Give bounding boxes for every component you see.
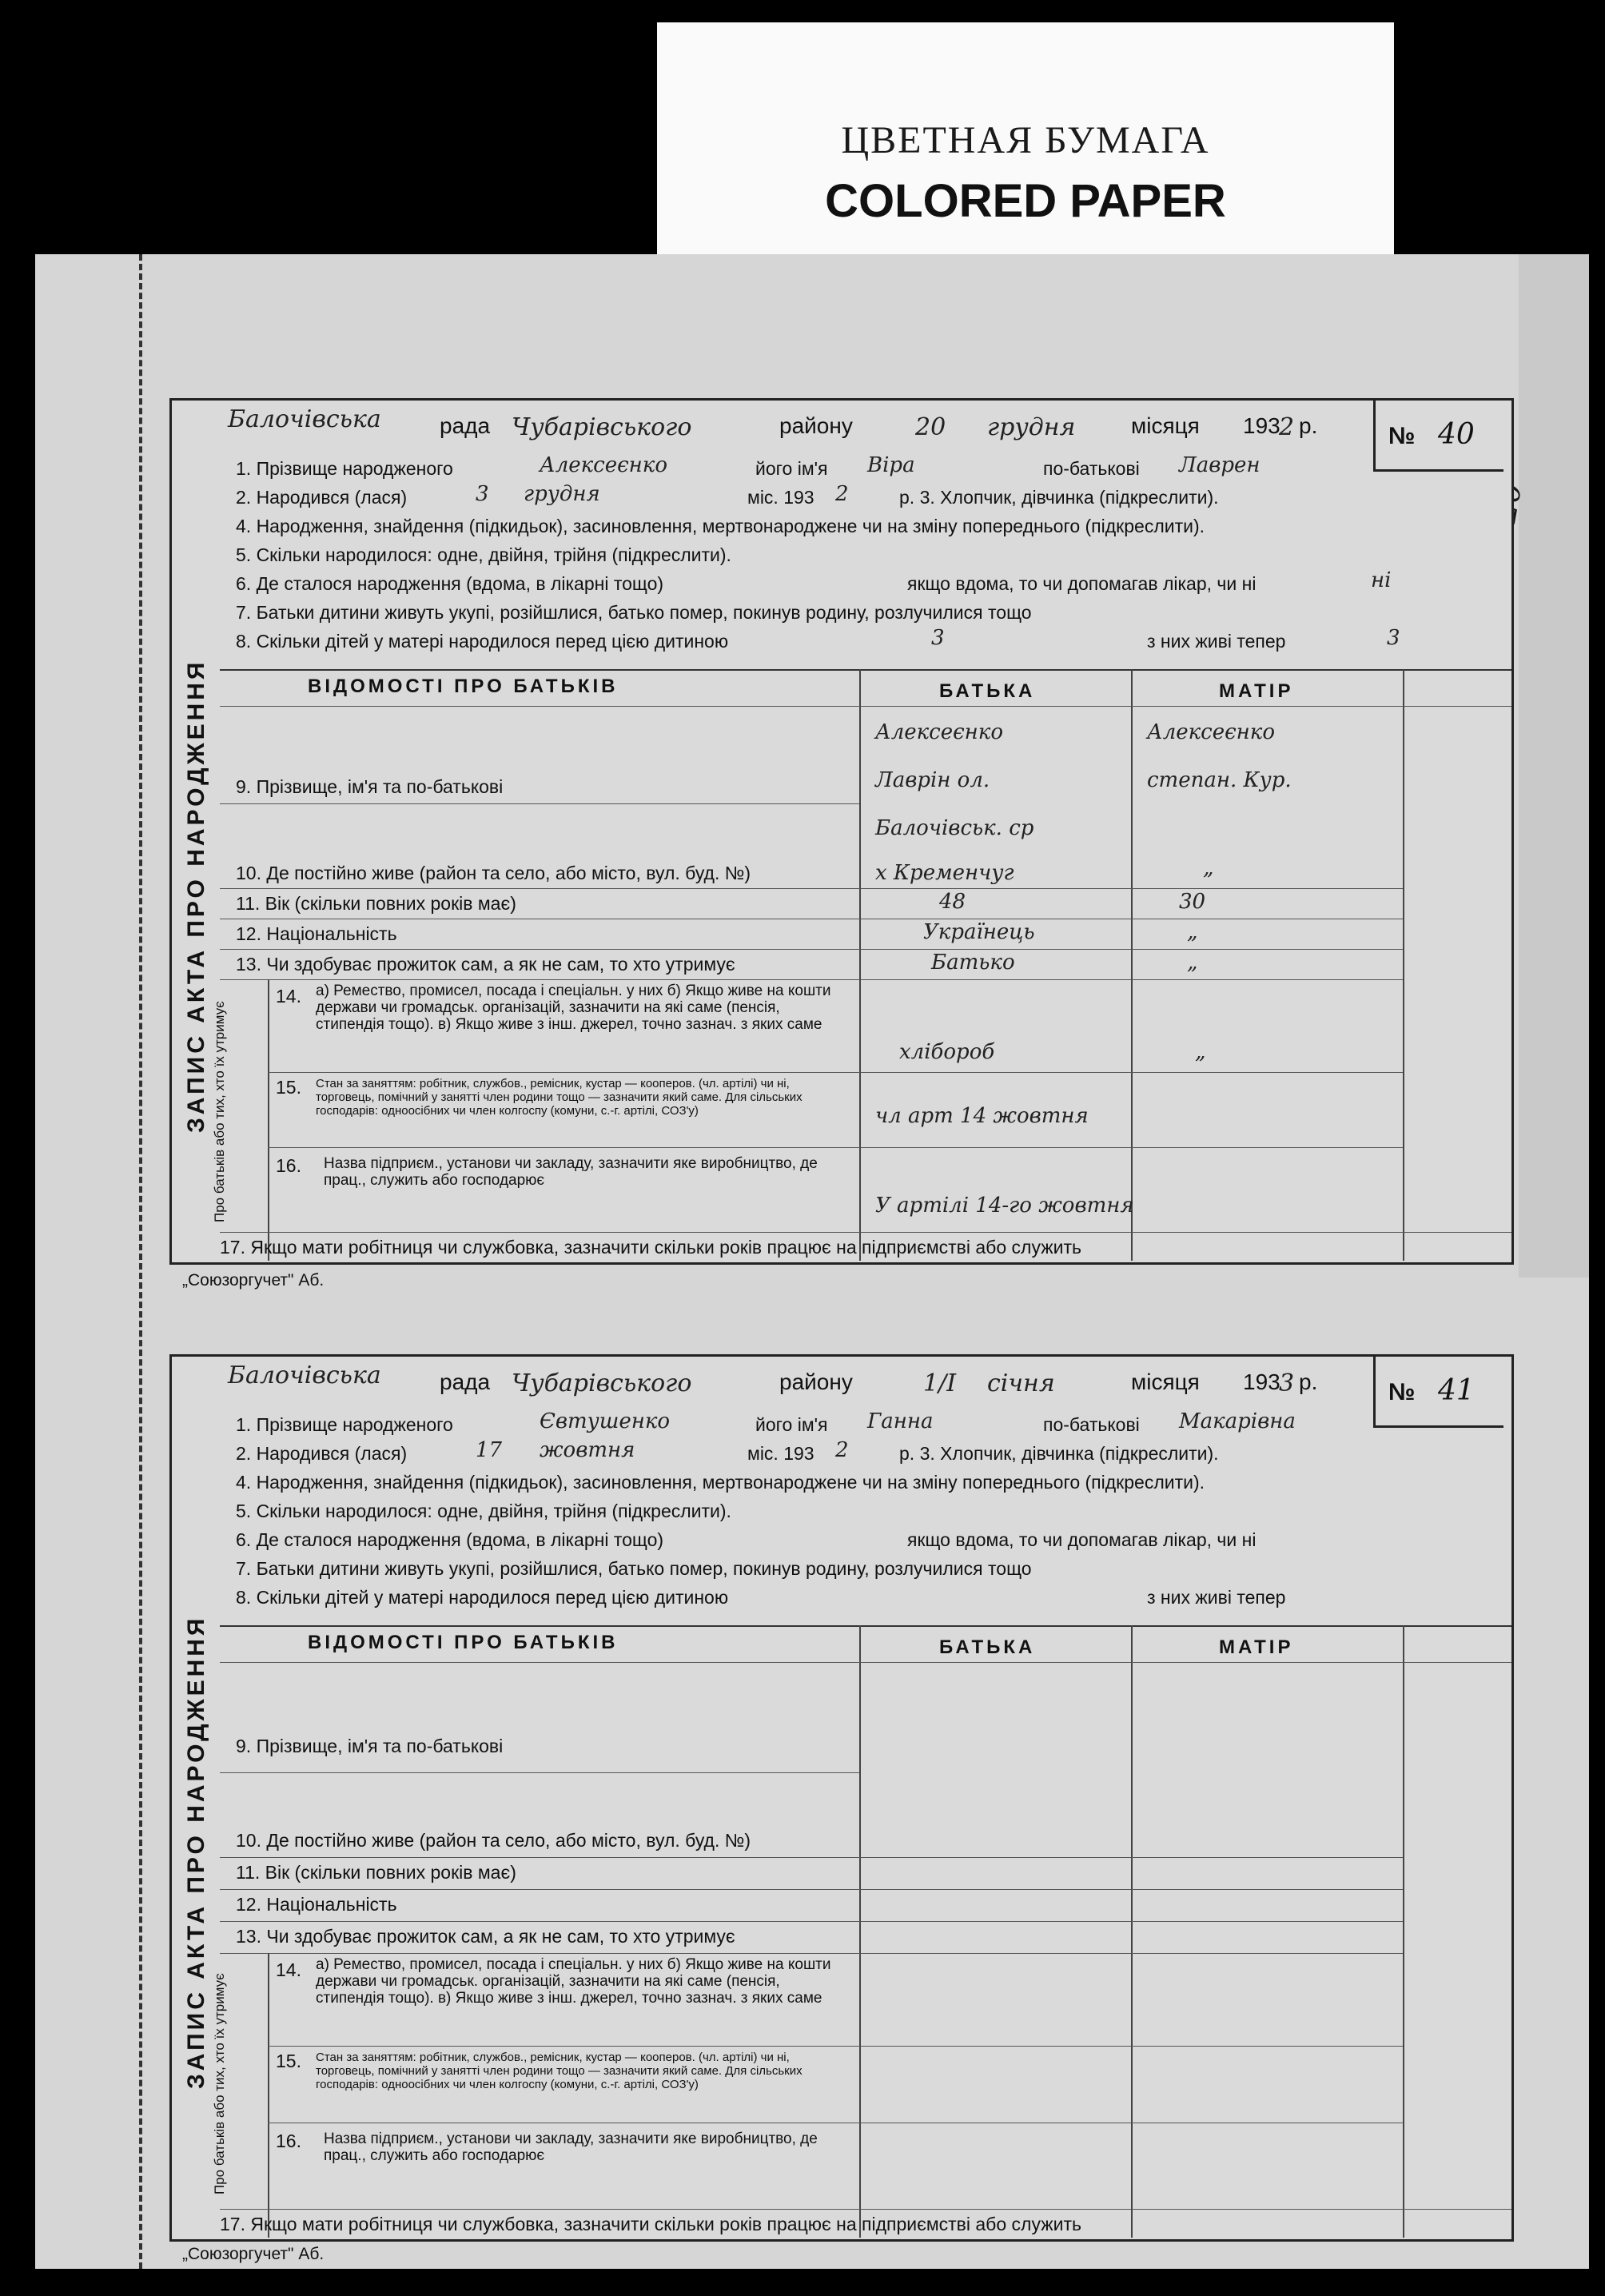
born-month: жовтня	[540, 1438, 635, 1462]
line-6	[236, 1529, 1495, 1551]
table-header-father: БАТЬКА	[939, 680, 1036, 702]
l2-year-label: міс. 193	[747, 487, 814, 508]
l6-label: 6. Де сталося народження (вдома, в лікарні тощо)	[236, 573, 664, 594]
l8-label: 8. Скільки дітей у матері народилося перед цією дитиною	[236, 1587, 729, 1608]
record-number-box	[1373, 399, 1503, 472]
line-1	[236, 1409, 1352, 1436]
father-name-2: Лаврін ол.	[875, 768, 990, 792]
row-12-label: 12. Національність	[236, 1894, 397, 1915]
mother-nationality: „	[1187, 920, 1198, 944]
row-14-number: 14.	[276, 986, 301, 1006]
month-value: грудня	[987, 413, 1076, 441]
line-4: 4. Народження, знайдення (підкидьок), засиновлення, мертвонароджене чи на зміну попереднього (підкреслити).	[236, 516, 1205, 536]
footer-publisher-2: „Союзоргучет" Аб.	[182, 2245, 325, 2263]
row-16-number: 16.	[276, 2131, 301, 2151]
line-5: 5. Скільки народилося: одне, двійня, трійня (підкреслити).	[236, 1501, 731, 1521]
l2-sex-label: р. 3. Хлопчик, дівчинка (підкреслити).	[899, 487, 1219, 508]
line-1	[236, 453, 1352, 480]
label-russian: ЦВЕТНАЯ БУМАГА	[841, 119, 1210, 161]
mother-support: „	[1187, 951, 1198, 975]
born-year-digit: 2	[835, 482, 849, 506]
col-divider-1	[859, 1625, 861, 2238]
table-header-info: ВІДОМОСТІ ПРО БАТЬКІВ	[308, 1632, 619, 1653]
table-top-rule	[220, 1625, 1511, 1627]
row-17-label: 17. Якщо мати робітниця чи службовка, зазначити скільки років працює на підприємстві або служить	[220, 1237, 1081, 1258]
col-divider-1	[859, 669, 861, 1261]
row-10-rule	[220, 1857, 1403, 1858]
birth-record-2	[169, 1354, 1514, 2242]
father-workplace: У артілі 14-го жовтня	[875, 1194, 1134, 1218]
year-prefix: 193	[1243, 1369, 1280, 1394]
record-number-box	[1373, 1355, 1503, 1428]
row-13-rule	[220, 1953, 1403, 1954]
row-13-label: 13. Чи здобуває прожиток сам, а як не сам, то хто утримує	[236, 1926, 735, 1947]
perforation-line	[139, 254, 142, 2269]
row-10-rule	[220, 888, 1403, 889]
name-value: Ганна	[867, 1409, 934, 1433]
row-16-label: Назва підприєм., установи чи закладу, зазначити яке виробництво, де прац., служить або господарює	[324, 1155, 818, 1189]
rada-value: Балочівська	[228, 1361, 381, 1389]
row-9-label: 9. Прізвище, ім'я та по-батькові	[236, 776, 504, 797]
sub-col-divider	[268, 1953, 269, 2238]
col-divider-3	[1403, 669, 1404, 1261]
record-number: 40	[1438, 418, 1475, 451]
row-10-label: 10. Де постійно живе (район та село, або місто, вул. буд. №)	[236, 1830, 751, 1851]
row-11-label: 11. Вік (скільки повних років має)	[236, 1862, 516, 1883]
l1-name-label: його ім'я	[755, 458, 828, 479]
row-12-rule	[220, 1921, 1403, 1922]
children-before: 3	[931, 626, 945, 650]
row-11-label: 11. Вік (скільки повних років має)	[236, 893, 516, 914]
surname-value: Євтушенко	[540, 1409, 671, 1433]
row-16-rule	[220, 1232, 1511, 1233]
month-label: місяця	[1131, 1369, 1200, 1394]
mother-age: 30	[1179, 890, 1206, 914]
doctor-value: ні	[1371, 568, 1392, 592]
sub-col-divider	[268, 979, 269, 1261]
row-15-label: Стан за заняттям: робітник, службов., ремісник, кустар — кооперов. (чл. артілі) чи ні, торговець, помічний у занятті член родини тощо — зазначити який саме. Для сільських господарів: одноосібних чи член колгоспу (комуни, с.-г. артілі, СОЗ'у)	[316, 2051, 802, 2091]
row-14-number: 14.	[276, 1959, 301, 1980]
day-value: 20	[915, 413, 946, 441]
mother-name-1: Алексеєнко	[1147, 720, 1275, 744]
row-15-rule	[268, 1147, 1403, 1148]
year-suffix: р.	[1299, 1369, 1318, 1394]
number-label: №	[1388, 1379, 1416, 1405]
row-10-label: 10. Де постійно живе (район та село, або місто, вул. буд. №)	[236, 863, 751, 883]
line-5: 5. Скільки народилося: одне, двійня, трійня (підкреслити).	[236, 544, 731, 565]
day-value: 1/І	[923, 1369, 957, 1397]
mother-name-2: степан. Кур.	[1147, 768, 1292, 792]
label-english: COLORED PAPER	[825, 175, 1226, 227]
row-14-rule	[268, 1072, 1403, 1073]
father-status: чл арт 14 жовтня	[875, 1104, 1089, 1128]
row-15-number: 15.	[276, 1077, 301, 1098]
born-day: 3	[476, 482, 489, 506]
row-14-rule	[268, 2046, 1403, 2047]
colored-paper-label	[657, 22, 1394, 277]
row-16-label: Назва підприєм., установи чи закладу, зазначити яке виробництво, де прац., служить або господарює	[324, 2131, 818, 2164]
father-address-2: х Кременчуг	[875, 861, 1014, 885]
row-11-rule	[220, 1889, 1403, 1890]
row-17-label: 17. Якщо мати робітниця чи службовка, зазначити скільки років працює на підприємстві або служить	[220, 2214, 1081, 2234]
l2-label: 2. Народився (лася)	[236, 487, 408, 508]
born-day: 17	[476, 1438, 503, 1462]
l1-patronymic-label: по-батькові	[1043, 458, 1140, 479]
line-7: 7. Батьки дитини живуть укупі, розійшлися, батько помер, покинув родину, розлучилися тощо	[236, 602, 1032, 623]
line-2	[236, 1438, 1352, 1465]
mother-address: „	[1203, 856, 1214, 880]
l2-sex-label: р. 3. Хлопчик, дівчинка (підкреслити).	[899, 1443, 1219, 1464]
rada-value: Балочівська	[228, 405, 381, 433]
side-title: ЗАПИС АКТА ПРО НАРОДЖЕННЯ	[183, 1615, 209, 2090]
year-digit: 3	[1279, 1369, 1295, 1397]
year-prefix: 193	[1243, 413, 1280, 438]
line-7: 7. Батьки дитини живуть укупі, розійшлися, батько помер, покинув родину, розлучилися тощо	[236, 1558, 1032, 1579]
number-label: №	[1388, 423, 1416, 449]
children-alive: 3	[1387, 626, 1400, 650]
table-header-rule	[220, 706, 1511, 707]
father-nationality: Українець	[923, 920, 1035, 944]
month-value: січня	[987, 1369, 1055, 1397]
stacked-pages-edge	[1519, 254, 1589, 1278]
year-suffix: р.	[1299, 413, 1318, 438]
rayon-value: Чубарівського	[512, 1369, 692, 1397]
rada-label: рада	[440, 1369, 491, 1394]
record-number: 41	[1438, 1374, 1475, 1407]
side-title: ЗАПИС АКТА ПРО НАРОДЖЕННЯ	[183, 659, 209, 1134]
row-12-rule	[220, 949, 1403, 950]
line-6	[236, 568, 1495, 595]
table-header-rule	[220, 1662, 1511, 1663]
row-15-label: Стан за заняттям: робітник, службов., ремісник, кустар — кооперов. (чл. артілі) чи ні, торговець, помічний у занятті член родини тощо — зазначити який саме. Для сільських господарів: одноосібних чи член колгоспу (комуни, с.-г. артілі, СОЗ'у)	[316, 1077, 802, 1118]
table-header-father: БАТЬКА	[939, 1636, 1036, 1658]
l8-alive-label: з них живі тепер	[1147, 631, 1286, 652]
surname-value: Алексеєнко	[540, 453, 667, 477]
row-16-rule	[220, 2209, 1511, 2210]
l1-label: 1. Прізвище народженого	[236, 458, 453, 479]
patronymic-value: Макарівна	[1179, 1409, 1296, 1433]
line-8	[236, 1587, 1495, 1608]
father-address-1: Балочівськ. ср	[875, 816, 1034, 840]
father-age: 48	[939, 890, 966, 914]
l1-patronymic-label: по-батькові	[1043, 1414, 1140, 1435]
row-16-number: 16.	[276, 1155, 301, 1176]
row-14-label: а) Ремество, промисел, посада і спеціальн. у них б) Якщо живе на кошти держави чи громадськ. організацій, зазначити на які саме (пенсія, стипендія тощо). в) Якщо живе з інш. джерел, точно зазнач. з яких саме	[316, 1956, 831, 2007]
footer-publisher-1: „Союзоргучет" Аб.	[182, 1271, 325, 1290]
table-header-mother: МАТІР	[1219, 680, 1294, 702]
l6-doctor-label: якщо вдома, то чи допомагав лікар, чи ні	[907, 1529, 1257, 1550]
col-divider-3	[1403, 1625, 1404, 2238]
row-12-label: 12. Національність	[236, 923, 397, 944]
rayon-value: Чубарівського	[512, 413, 692, 441]
patronymic-value: Лаврен	[1179, 453, 1261, 477]
l1-label: 1. Прізвище народженого	[236, 1414, 453, 1435]
row-13-label: 13. Чи здобуває прожиток сам, а як не сам, то хто утримує	[236, 954, 735, 975]
father-occupation: хлібороб	[899, 1040, 995, 1064]
col-divider-2	[1131, 669, 1133, 1261]
record-header	[220, 1361, 1360, 1398]
month-label: місяця	[1131, 413, 1200, 438]
l6-doctor-label: якщо вдома, то чи допомагав лікар, чи ні	[907, 573, 1257, 594]
mother-occupation: „	[1195, 1040, 1206, 1064]
l8-alive-label: з них живі тепер	[1147, 1587, 1286, 1608]
rada-label: рада	[440, 413, 491, 438]
l2-year-label: міс. 193	[747, 1443, 814, 1464]
l1-name-label: його ім'я	[755, 1414, 828, 1435]
l6-label: 6. Де сталося народження (вдома, в лікарні тощо)	[236, 1529, 664, 1550]
line-4: 4. Народження, знайдення (підкидьок), засиновлення, мертвонароджене чи на зміну попереднього (підкреслити).	[236, 1472, 1205, 1493]
row-15-number: 15.	[276, 2051, 301, 2071]
row-9-rule	[220, 1772, 859, 1773]
birth-record-1	[169, 398, 1514, 1265]
rayonu-label: району	[779, 1369, 853, 1394]
side-subtitle: Про батьків або тих, хто їх утримує	[212, 1001, 227, 1223]
col-divider-2	[1131, 1625, 1133, 2238]
l2-label: 2. Народився (лася)	[236, 1443, 408, 1464]
row-13-rule	[220, 979, 1403, 980]
side-subtitle: Про батьків або тих, хто їх утримує	[212, 1973, 227, 2195]
record-header	[220, 405, 1360, 442]
rayonu-label: району	[779, 413, 853, 438]
l8-label: 8. Скільки дітей у матері народилося перед цією дитиною	[236, 631, 729, 652]
row-14-label: а) Ремество, промисел, посада і спеціальн. у них б) Якщо живе на кошти держави чи громадськ. організацій, зазначити на які саме (пенсія, стипендія тощо). в) Якщо живе з інш. джерел, точно зазнач. з яких саме	[316, 983, 831, 1033]
line-8	[236, 626, 1495, 652]
born-year-digit: 2	[835, 1438, 849, 1462]
line-2	[236, 482, 1352, 508]
table-header-mother: МАТІР	[1219, 1636, 1294, 1658]
table-top-rule	[220, 669, 1511, 671]
year-digit: 2	[1279, 413, 1295, 441]
row-9-rule	[220, 803, 859, 804]
father-name-1: Алексеєнко	[875, 720, 1003, 744]
father-support: Батько	[931, 951, 1015, 975]
table-header-info: ВІДОМОСТІ ПРО БАТЬКІВ	[308, 676, 619, 697]
row-9-label: 9. Прізвище, ім'я та по-батькові	[236, 1736, 504, 1756]
born-month: грудня	[524, 482, 600, 506]
name-value: Віра	[867, 453, 915, 477]
